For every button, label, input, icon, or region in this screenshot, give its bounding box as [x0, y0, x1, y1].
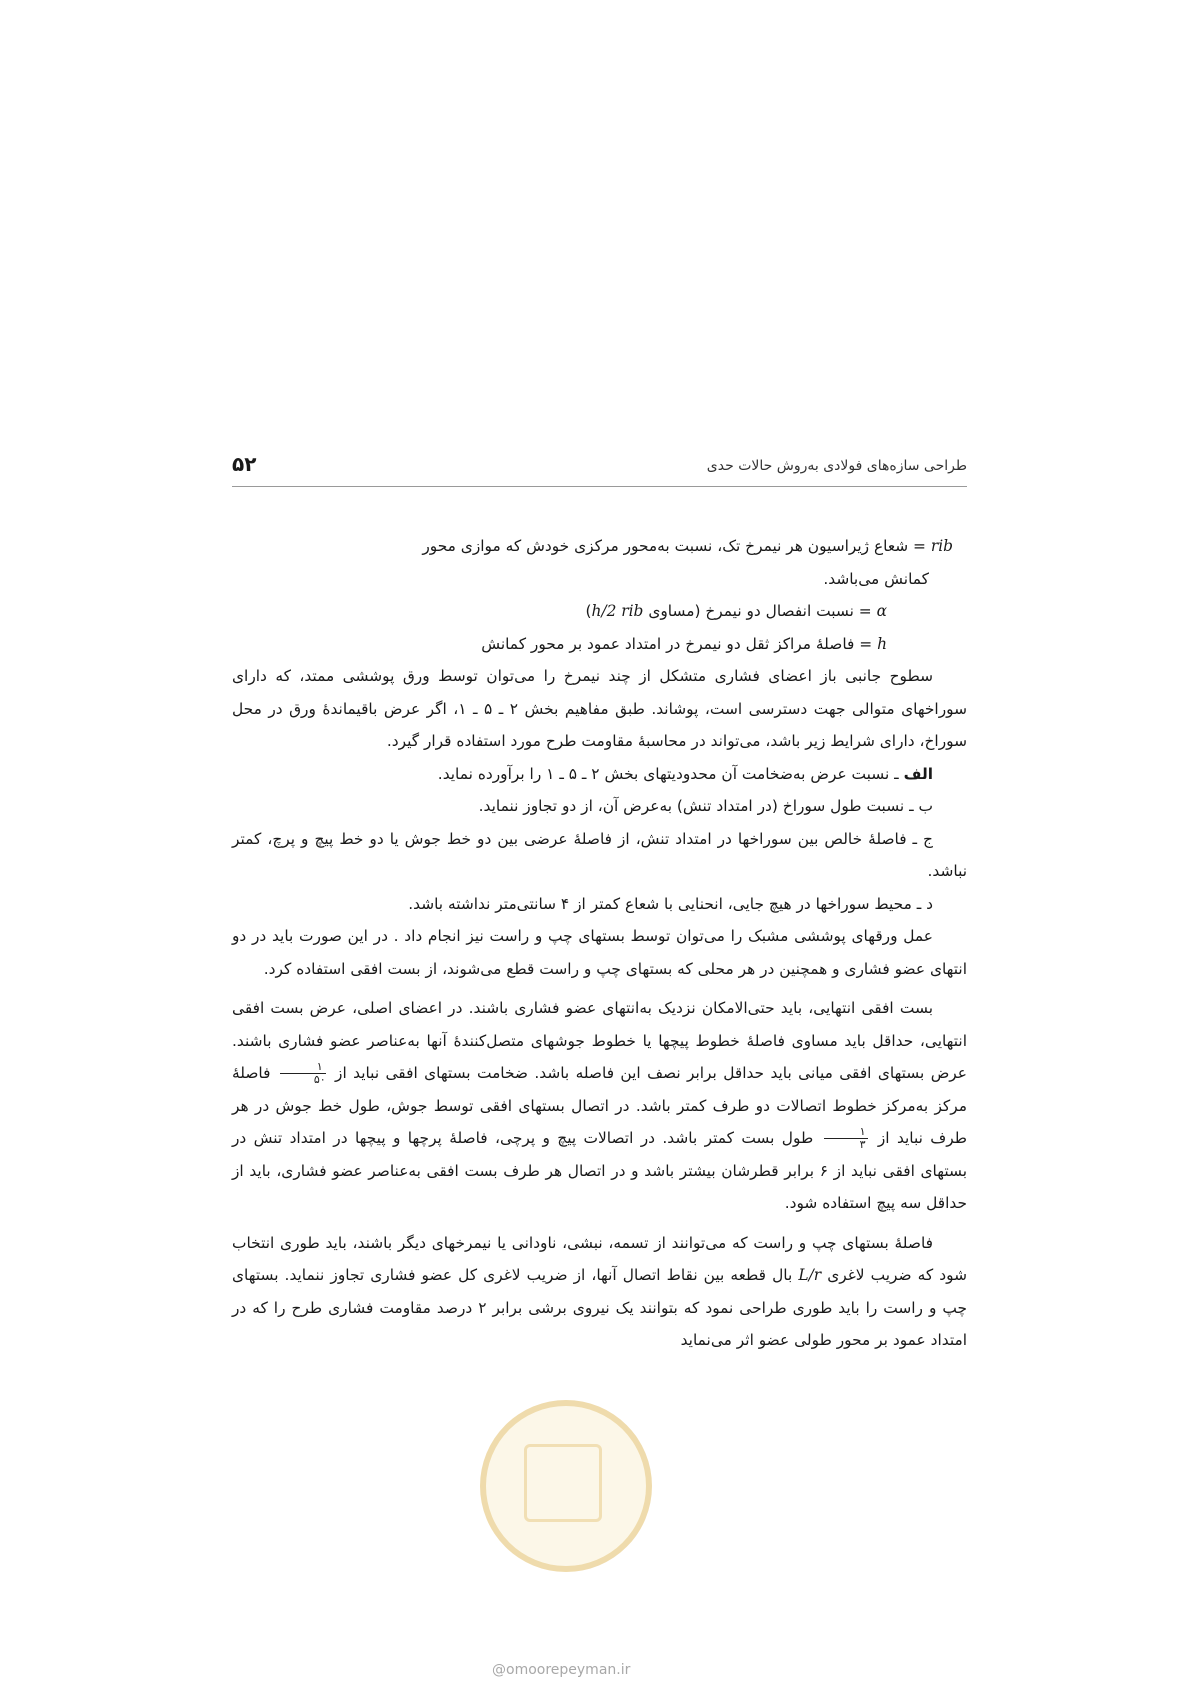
slenderness-ratio: L/r — [798, 1266, 822, 1284]
spacer — [232, 1220, 967, 1227]
fraction-one-third — [824, 1126, 868, 1151]
page-header — [232, 452, 967, 487]
condition-be: ب ـ نسبت طول سوراخ (در امتداد تنش) به‌عرض آن، از دو تجاوز ننماید. — [478, 797, 933, 815]
fraction-numerator: ۱ — [824, 1126, 868, 1139]
body-text — [232, 530, 967, 1357]
tie-plates-text-1: بست افقی انتهایی، باید حتی‌الامکان نزدیک به‌انتهای عضو فشاری باشند. در اعضای اصلی، عرض بست افقی انتهایی، حداقل باید مساوی فاصلهٔ خطوط پیچها یا خطوط جوشهای متصل‌کنندهٔ آنها به‌عناصر عضو فشاری باشند. عرض بستهای افقی میانی باید حداقل برابر نصف این فاصله باشد. ضخامت بستهای افقی نباید از — [232, 999, 967, 1082]
tie-plates-text-2: فاصلهٔ مرکز به‌مرکز خطوط اتصالات دو طرف کمتر باشد. در اتصال بستهای افقی توسط جوش، طول خط جوش در هر طرف نباید از — [232, 1064, 967, 1147]
alpha-symbol: α — [876, 602, 887, 620]
lacing-bars-text-2: بال قطعه بین نقاط اتصال آنها، از ضریب لاغری کل عضو فشاری تجاوز ننماید. بستهای چپ و راست را باید طوری طراحی نمود که بتوانند یک نیروی برشی برابر ۲ درصد مقاومت فشاری طرح را که در امتداد عمود بر محور طولی عضو اثر می‌نماید — [232, 1266, 967, 1349]
condition-dal: د ـ محیط سوراخها در هیچ جایی، انحنایی با شعاع کمتر از ۴ سانتی‌متر نداشته باشد. — [408, 894, 933, 913]
alef-label: الف — [903, 764, 933, 783]
alpha-expression: h/2 rib — [591, 602, 644, 620]
running-title: طراحی سازه‌های فولادی به‌روش حالات حدی — [706, 458, 967, 474]
paragraph-lacing-bars — [232, 1227, 967, 1357]
rib-definition-text: = شعاع ژیراسیون هر نیمرخ تک، نسبت به‌محور مرکزی خودش که موازی محور — [422, 537, 926, 555]
page-number: ۵۲ — [232, 452, 257, 476]
h-definition-text: = فاصلهٔ مراکز ثقل دو نیمرخ در امتداد عمود بر محور کمانش — [481, 634, 873, 653]
fraction-denominator: ۵۰ — [313, 1073, 326, 1086]
definition-rib — [232, 530, 967, 563]
alpha-definition-text: = نسبت انفصال دو نیمرخ (مساوی — [648, 602, 872, 620]
rib-symbol: rib — [930, 537, 953, 555]
lacing-bars-text-1: فاصلهٔ بستهای چپ و راست که می‌توانند از تسمه، نبشی، ناودانی یا نیمرخهای دیگر باشند، باید طوری انتخاب شود که ضریب لاغری — [232, 1233, 967, 1284]
condition-alef — [232, 758, 967, 791]
fraction-one-fiftieth — [280, 1061, 326, 1086]
definition-alpha — [232, 595, 967, 628]
definition-rib-continued: کمانش می‌باشد. — [823, 569, 929, 588]
watermark-seal-logo — [480, 1400, 652, 1572]
definition-h — [232, 628, 967, 661]
condition-jim: ج ـ فاصلهٔ خالص بین سوراخها در امتداد تنش، از فاصلهٔ عرضی بین دو خط جوش یا دو خط پیچ و پرچ، کمتر نباشد. — [232, 829, 967, 880]
spacer — [232, 985, 967, 992]
watermark-text: @omoorepeyman.ir — [492, 1662, 631, 1678]
alef-text: ـ نسبت عرض به‌ضخامت آن محدودیتهای بخش ۲ ـ ۵ ـ ۱ را برآورده نماید. — [437, 764, 899, 783]
paragraph-tie-plates — [232, 992, 967, 1220]
fraction-denominator: ۳ — [859, 1138, 866, 1151]
paragraph-lacing: عمل ورقهای پوششی مشبک را می‌توان توسط بستهای چپ و راست نیز انجام داد . در این صورت باید در دو انتهای عضو فشاری و همچنین در هر محلی که بستهای چپ و راست قطع می‌شوند، از بست افقی استفاده کرد. — [232, 927, 967, 978]
h-symbol: h — [877, 634, 887, 653]
alpha-close: ) — [585, 602, 592, 620]
paragraph-cover-plates: سطوح جانبی باز اعضای فشاری متشکل از چند نیمرخ را می‌توان توسط ورق پوششی ممتد، که دارای سوراخهای متوالی جهت دسترسی است، پوشاند. طبق مفاهیم بخش ۲ ـ ۵ ـ ۱، اگر عرض باقیماندهٔ ورق در محل سوراخ، دارای شرایط زیر باشد، می‌تواند در محاسبهٔ مقاومت طرح مورد استفاده قرار گیرد. — [232, 667, 967, 750]
tie-plates-text-3: طول بست کمتر باشد. در اتصالات پیچ و پرچی، فاصلهٔ پرچها و پیچها در امتداد تنش در بستهای افقی نباید از ۶ برابر قطرشان بیشتر باشد و در اتصال هر طرف بست افقی به‌عناصر عضو فشاری، باید از حداقل سه پیچ استفاده شود. — [232, 1129, 967, 1212]
fraction-numerator: ۱ — [280, 1061, 326, 1074]
